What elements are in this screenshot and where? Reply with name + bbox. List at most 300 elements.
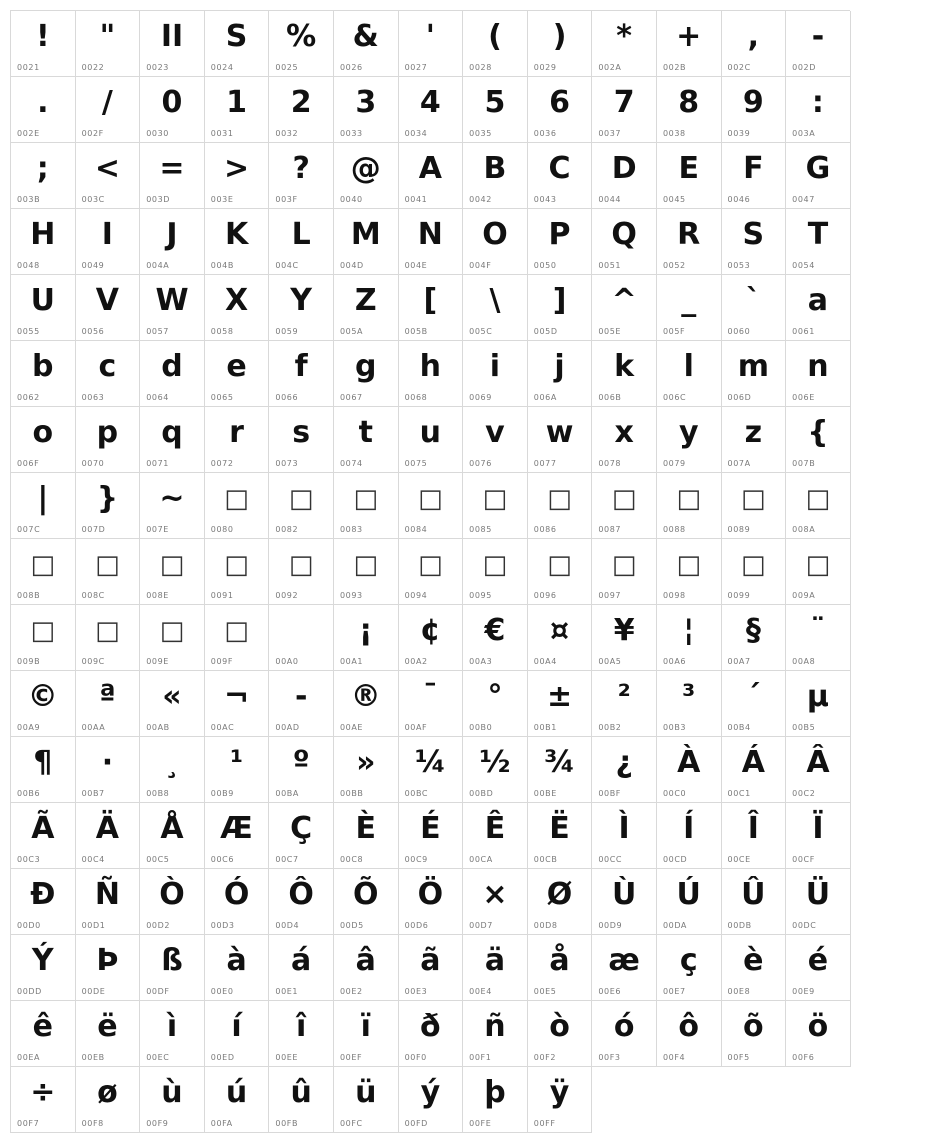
glyph-cell[interactable]	[334, 1067, 399, 1133]
glyph-cell[interactable]	[786, 803, 851, 869]
glyph-codepoint: 00EB	[81, 1053, 105, 1062]
glyph-codepoint: 004F	[469, 261, 492, 270]
glyph-cell[interactable]	[528, 671, 593, 737]
glyph-cell[interactable]	[786, 539, 851, 605]
glyph-cell[interactable]	[786, 473, 851, 539]
glyph-cell[interactable]	[592, 803, 657, 869]
glyph-cell[interactable]	[657, 473, 722, 539]
glyph-cell[interactable]	[592, 407, 657, 473]
glyph-codepoint: 0071	[146, 459, 169, 468]
glyph-cell[interactable]	[11, 407, 76, 473]
glyph-codepoint: 0044	[598, 195, 622, 204]
glyph-codepoint: 0096	[533, 591, 557, 600]
glyph-codepoint: 0049	[81, 261, 105, 270]
glyph-codepoint: 006D	[727, 393, 752, 402]
glyph-codepoint: 0023	[146, 63, 169, 72]
glyph-codepoint: 00C2	[792, 789, 816, 798]
glyph-cell[interactable]	[528, 737, 593, 803]
glyph-cell[interactable]	[334, 869, 399, 935]
glyph-codepoint: 00D8	[533, 921, 558, 930]
glyph-character: □	[611, 484, 637, 514]
glyph-cell[interactable]	[592, 209, 657, 275]
glyph-cell[interactable]	[205, 605, 270, 671]
glyph-cell[interactable]	[11, 341, 76, 407]
glyph-cell[interactable]	[334, 407, 399, 473]
glyph-cell[interactable]	[657, 407, 722, 473]
glyph-codepoint: 0029	[533, 63, 557, 72]
glyph-cell[interactable]	[334, 671, 399, 737]
glyph-cell[interactable]	[528, 341, 593, 407]
glyph-cell[interactable]	[463, 869, 528, 935]
glyph-cell[interactable]	[592, 11, 657, 77]
glyph-character: ,	[747, 19, 760, 54]
glyph-cell[interactable]	[463, 935, 528, 1001]
glyph-cell[interactable]	[463, 803, 528, 869]
glyph-character: n	[807, 349, 829, 384]
glyph-cell[interactable]	[334, 341, 399, 407]
glyph-codepoint: 0039	[727, 129, 751, 138]
glyph-cell[interactable]	[76, 803, 141, 869]
glyph-character: ½	[479, 745, 511, 780]
glyph-codepoint: 008B	[17, 591, 41, 600]
glyph-cell[interactable]	[399, 209, 464, 275]
glyph-character: º	[292, 745, 310, 780]
glyph-cell[interactable]	[76, 869, 141, 935]
glyph-cell[interactable]	[657, 737, 722, 803]
glyph-character: /	[101, 85, 113, 120]
glyph-cell[interactable]	[722, 869, 787, 935]
glyph-codepoint: 00B1	[533, 723, 557, 732]
glyph-cell[interactable]	[463, 605, 528, 671]
glyph-cell[interactable]	[140, 605, 205, 671]
glyph-character: Ú	[676, 877, 701, 912]
glyph-cell[interactable]	[269, 803, 334, 869]
glyph-cell[interactable]	[463, 275, 528, 341]
glyph-cell[interactable]	[269, 77, 334, 143]
glyph-codepoint: 0060	[727, 327, 751, 336]
glyph-cell[interactable]	[11, 935, 76, 1001]
glyph-codepoint: 00FB	[275, 1119, 299, 1128]
glyph-codepoint: 0026	[339, 63, 363, 72]
glyph-cell[interactable]	[205, 11, 270, 77]
glyph-character: Ç	[290, 811, 313, 846]
glyph-cell[interactable]	[334, 539, 399, 605]
glyph-cell[interactable]	[463, 473, 528, 539]
glyph-cell[interactable]	[592, 737, 657, 803]
glyph-cell[interactable]	[786, 1001, 851, 1067]
glyph-cell[interactable]	[463, 11, 528, 77]
glyph-character: □	[95, 616, 120, 646]
glyph-cell[interactable]	[205, 869, 270, 935]
glyph-cell[interactable]	[399, 341, 464, 407]
glyph-cell[interactable]	[528, 77, 593, 143]
glyph-cell[interactable]	[592, 341, 657, 407]
glyph-cell[interactable]	[140, 737, 205, 803]
glyph-character: □	[676, 484, 702, 514]
glyph-cell[interactable]	[205, 407, 270, 473]
glyph-cell[interactable]	[592, 473, 657, 539]
glyph-codepoint: 00B0	[469, 723, 493, 732]
glyph-cell[interactable]	[528, 473, 593, 539]
glyph-cell[interactable]	[399, 539, 464, 605]
glyph-cell[interactable]	[205, 671, 270, 737]
glyph-character: ö	[807, 1009, 829, 1044]
glyph-cell[interactable]	[269, 341, 334, 407]
glyph-cell[interactable]	[528, 935, 593, 1001]
glyph-codepoint: 00C8	[339, 855, 364, 864]
glyph-cell[interactable]	[657, 935, 722, 1001]
glyph-cell[interactable]	[269, 407, 334, 473]
glyph-character: Ô	[288, 877, 314, 912]
glyph-cell[interactable]	[399, 803, 464, 869]
glyph-codepoint: 009B	[17, 657, 41, 666]
glyph-cell[interactable]	[205, 275, 270, 341]
glyph-cell[interactable]	[463, 539, 528, 605]
glyph-cell[interactable]	[657, 275, 722, 341]
glyph-cell[interactable]	[11, 1067, 76, 1133]
glyph-cell[interactable]	[399, 869, 464, 935]
glyph-cell[interactable]	[399, 143, 464, 209]
glyph-codepoint: 007A	[727, 459, 751, 468]
glyph-cell[interactable]	[334, 737, 399, 803]
glyph-cell[interactable]	[334, 143, 399, 209]
glyph-cell[interactable]	[334, 935, 399, 1001]
glyph-codepoint: 0043	[533, 195, 557, 204]
glyph-cell[interactable]	[722, 11, 787, 77]
glyph-cell[interactable]	[722, 341, 787, 407]
glyph-cell[interactable]	[786, 407, 851, 473]
glyph-cell[interactable]	[334, 605, 399, 671]
glyph-cell[interactable]	[528, 11, 593, 77]
glyph-codepoint: 00EE	[275, 1053, 299, 1062]
glyph-cell[interactable]	[140, 539, 205, 605]
glyph-cell[interactable]	[269, 737, 334, 803]
glyph-cell[interactable]	[786, 737, 851, 803]
glyph-cell[interactable]	[11, 473, 76, 539]
glyph-cell[interactable]	[592, 1001, 657, 1067]
glyph-cell[interactable]	[722, 671, 787, 737]
glyph-codepoint: 00E0	[210, 987, 234, 996]
glyph-character: €	[484, 613, 506, 648]
glyph-cell[interactable]	[528, 803, 593, 869]
glyph-cell[interactable]	[269, 539, 334, 605]
glyph-cell[interactable]	[657, 605, 722, 671]
glyph-cell[interactable]	[399, 275, 464, 341]
glyph-cell[interactable]	[592, 77, 657, 143]
glyph-cell[interactable]	[528, 1067, 593, 1133]
glyph-cell[interactable]	[463, 1001, 528, 1067]
glyph-character: §	[745, 613, 761, 648]
glyph-cell[interactable]	[11, 605, 76, 671]
glyph-cell[interactable]	[528, 275, 593, 341]
glyph-character: p	[96, 415, 119, 450]
glyph-character: ê	[32, 1009, 53, 1044]
glyph-codepoint: 0055	[17, 327, 40, 336]
glyph-cell[interactable]	[592, 935, 657, 1001]
glyph-character: Ä	[95, 811, 119, 846]
glyph-cell[interactable]	[140, 143, 205, 209]
glyph-cell[interactable]	[399, 605, 464, 671]
glyph-cell[interactable]	[140, 803, 205, 869]
glyph-character: H	[30, 217, 56, 252]
glyph-character: -	[811, 19, 825, 54]
glyph-character: ´	[745, 679, 761, 714]
glyph-cell[interactable]	[399, 935, 464, 1001]
glyph-character: µ	[806, 679, 829, 714]
glyph-codepoint: 00A7	[727, 657, 751, 666]
glyph-cell[interactable]	[140, 77, 205, 143]
glyph-cell[interactable]	[11, 77, 76, 143]
glyph-cell[interactable]	[463, 407, 528, 473]
glyph-cell[interactable]	[140, 275, 205, 341]
glyph-cell[interactable]	[463, 143, 528, 209]
glyph-cell[interactable]	[76, 473, 141, 539]
glyph-cell[interactable]	[11, 671, 76, 737]
glyph-cell[interactable]	[269, 671, 334, 737]
glyph-cell[interactable]	[269, 1001, 334, 1067]
glyph-cell[interactable]	[528, 869, 593, 935]
glyph-cell[interactable]	[76, 77, 141, 143]
glyph-cell[interactable]	[528, 605, 593, 671]
glyph-codepoint: 0058	[210, 327, 234, 336]
glyph-cell[interactable]	[76, 143, 141, 209]
glyph-cell[interactable]	[463, 737, 528, 803]
glyph-cell[interactable]	[140, 671, 205, 737]
glyph-cell[interactable]	[657, 671, 722, 737]
glyph-cell[interactable]	[76, 1067, 141, 1133]
glyph-cell[interactable]	[76, 605, 141, 671]
glyph-character: _	[681, 283, 697, 318]
glyph-cell[interactable]	[76, 11, 141, 77]
glyph-cell[interactable]	[592, 605, 657, 671]
glyph-character: )	[552, 19, 567, 54]
glyph-cell[interactable]	[399, 671, 464, 737]
glyph-cell[interactable]	[205, 209, 270, 275]
glyph-cell[interactable]	[334, 275, 399, 341]
glyph-cell[interactable]	[592, 539, 657, 605]
glyph-cell[interactable]	[722, 1001, 787, 1067]
glyph-character: II	[160, 19, 184, 54]
glyph-cell[interactable]	[76, 737, 141, 803]
glyph-cell[interactable]	[786, 935, 851, 1001]
glyph-cell[interactable]	[269, 275, 334, 341]
glyph-cell[interactable]	[592, 869, 657, 935]
glyph-cell[interactable]	[205, 77, 270, 143]
glyph-cell[interactable]	[76, 1001, 141, 1067]
glyph-cell[interactable]	[463, 1067, 528, 1133]
glyph-cell[interactable]	[140, 869, 205, 935]
glyph-cell[interactable]	[657, 77, 722, 143]
glyph-character: ±	[546, 679, 573, 714]
glyph-cell[interactable]	[657, 143, 722, 209]
glyph-cell[interactable]	[463, 209, 528, 275]
glyph-codepoint: 00C0	[662, 789, 687, 798]
glyph-cell[interactable]	[205, 143, 270, 209]
glyph-cell[interactable]	[11, 869, 76, 935]
glyph-cell[interactable]	[722, 275, 787, 341]
glyph-cell[interactable]	[399, 1001, 464, 1067]
glyph-cell[interactable]	[722, 935, 787, 1001]
glyph-cell[interactable]	[657, 869, 722, 935]
glyph-cell[interactable]	[205, 1001, 270, 1067]
glyph-cell[interactable]	[592, 143, 657, 209]
glyph-cell[interactable]	[76, 209, 141, 275]
glyph-cell[interactable]	[11, 539, 76, 605]
glyph-codepoint: 00FF	[533, 1119, 556, 1128]
glyph-character: ¶	[33, 745, 53, 780]
glyph-codepoint: 00EF	[339, 1053, 363, 1062]
glyph-codepoint: 00AF	[404, 723, 428, 732]
glyph-cell[interactable]	[334, 209, 399, 275]
glyph-cell[interactable]	[786, 209, 851, 275]
glyph-cell[interactable]	[399, 737, 464, 803]
glyph-cell[interactable]	[722, 473, 787, 539]
glyph-cell[interactable]	[528, 209, 593, 275]
glyph-cell[interactable]	[76, 275, 141, 341]
glyph-cell[interactable]	[463, 671, 528, 737]
glyph-cell[interactable]	[269, 869, 334, 935]
glyph-cell[interactable]	[528, 407, 593, 473]
glyph-cell[interactable]	[786, 671, 851, 737]
glyph-cell[interactable]	[657, 803, 722, 869]
glyph-cell[interactable]	[140, 935, 205, 1001]
glyph-cell[interactable]	[11, 275, 76, 341]
glyph-cell[interactable]	[11, 737, 76, 803]
glyph-cell[interactable]	[399, 77, 464, 143]
glyph-cell[interactable]	[76, 539, 141, 605]
glyph-cell[interactable]	[657, 1001, 722, 1067]
glyph-cell[interactable]	[76, 341, 141, 407]
glyph-cell[interactable]	[786, 143, 851, 209]
glyph-cell[interactable]	[269, 209, 334, 275]
glyph-cell[interactable]	[722, 803, 787, 869]
glyph-cell[interactable]	[786, 341, 851, 407]
glyph-cell[interactable]	[140, 1001, 205, 1067]
glyph-codepoint: 00ED	[210, 1053, 235, 1062]
glyph-character: @	[350, 151, 381, 186]
glyph-cell[interactable]	[205, 473, 270, 539]
glyph-cell[interactable]	[76, 407, 141, 473]
glyph-codepoint: 0067	[339, 393, 363, 402]
glyph-cell[interactable]	[722, 209, 787, 275]
glyph-cell[interactable]	[399, 11, 464, 77]
glyph-cell[interactable]	[205, 1067, 270, 1133]
glyph-cell[interactable]	[592, 275, 657, 341]
glyph-cell[interactable]	[11, 11, 76, 77]
glyph-cell[interactable]	[528, 143, 593, 209]
glyph-cell[interactable]	[722, 77, 787, 143]
glyph-character: «	[162, 679, 182, 714]
glyph-codepoint: 00D4	[275, 921, 300, 930]
glyph-cell[interactable]	[334, 77, 399, 143]
glyph-cell[interactable]	[786, 605, 851, 671]
glyph-codepoint: 00E9	[792, 987, 815, 996]
glyph-codepoint: 0080	[210, 525, 234, 534]
glyph-cell[interactable]	[269, 935, 334, 1001]
glyph-character: Ë	[549, 811, 570, 846]
glyph-cell[interactable]	[722, 539, 787, 605]
glyph-cell[interactable]	[722, 143, 787, 209]
glyph-cell[interactable]	[11, 209, 76, 275]
glyph-character: Ê	[484, 811, 506, 846]
glyph-cell[interactable]	[11, 803, 76, 869]
glyph-cell[interactable]	[140, 341, 205, 407]
glyph-cell[interactable]	[657, 11, 722, 77]
glyph-cell[interactable]	[657, 341, 722, 407]
glyph-codepoint: 00A0	[275, 657, 299, 666]
glyph-cell[interactable]	[140, 1067, 205, 1133]
glyph-cell[interactable]	[399, 407, 464, 473]
glyph-codepoint: 005F	[662, 327, 686, 336]
glyph-cell[interactable]	[11, 143, 76, 209]
glyph-codepoint: 00F7	[17, 1119, 40, 1128]
glyph-cell[interactable]	[463, 77, 528, 143]
glyph-character: :	[811, 85, 824, 120]
glyph-cell[interactable]	[140, 473, 205, 539]
glyph-cell[interactable]	[786, 275, 851, 341]
glyph-cell[interactable]	[528, 1001, 593, 1067]
glyph-cell[interactable]	[269, 1067, 334, 1133]
glyph-cell[interactable]	[269, 473, 334, 539]
glyph-cell[interactable]	[657, 209, 722, 275]
glyph-cell[interactable]	[528, 539, 593, 605]
glyph-cell[interactable]	[334, 1001, 399, 1067]
glyph-cell[interactable]	[140, 407, 205, 473]
glyph-cell[interactable]	[334, 473, 399, 539]
glyph-cell[interactable]	[269, 143, 334, 209]
glyph-cell[interactable]	[786, 11, 851, 77]
glyph-character: +	[676, 19, 702, 54]
glyph-cell[interactable]	[786, 77, 851, 143]
glyph-cell[interactable]	[269, 11, 334, 77]
glyph-cell[interactable]	[140, 11, 205, 77]
glyph-cell[interactable]	[11, 1001, 76, 1067]
glyph-cell[interactable]	[657, 539, 722, 605]
glyph-character: Á	[741, 745, 765, 780]
glyph-codepoint: 0054	[792, 261, 815, 270]
glyph-cell[interactable]	[334, 11, 399, 77]
glyph-codepoint: 00D7	[469, 921, 493, 930]
glyph-cell[interactable]	[722, 737, 787, 803]
glyph-codepoint: 00CB	[533, 855, 558, 864]
glyph-character: `	[745, 283, 761, 318]
glyph-cell[interactable]	[786, 869, 851, 935]
glyph-cell[interactable]	[140, 209, 205, 275]
glyph-character: C	[548, 151, 571, 186]
glyph-codepoint: 00B2	[598, 723, 622, 732]
glyph-cell[interactable]	[463, 341, 528, 407]
glyph-character: x	[614, 415, 634, 450]
glyph-cell[interactable]	[205, 803, 270, 869]
glyph-cell[interactable]	[205, 539, 270, 605]
glyph-character: Ü	[805, 877, 831, 912]
glyph-cell[interactable]	[205, 737, 270, 803]
glyph-cell[interactable]	[722, 407, 787, 473]
glyph-character: 5	[484, 85, 506, 120]
glyph-cell[interactable]	[334, 803, 399, 869]
glyph-cell[interactable]	[205, 341, 270, 407]
glyph-cell[interactable]	[76, 671, 141, 737]
glyph-codepoint: 005B	[404, 327, 428, 336]
glyph-cell[interactable]	[399, 1067, 464, 1133]
glyph-cell[interactable]	[269, 605, 334, 671]
glyph-character: ä	[484, 943, 506, 978]
glyph-cell[interactable]	[722, 605, 787, 671]
glyph-cell[interactable]	[76, 935, 141, 1001]
glyph-cell[interactable]	[399, 473, 464, 539]
glyph-cell[interactable]	[592, 671, 657, 737]
glyph-cell[interactable]	[205, 935, 270, 1001]
